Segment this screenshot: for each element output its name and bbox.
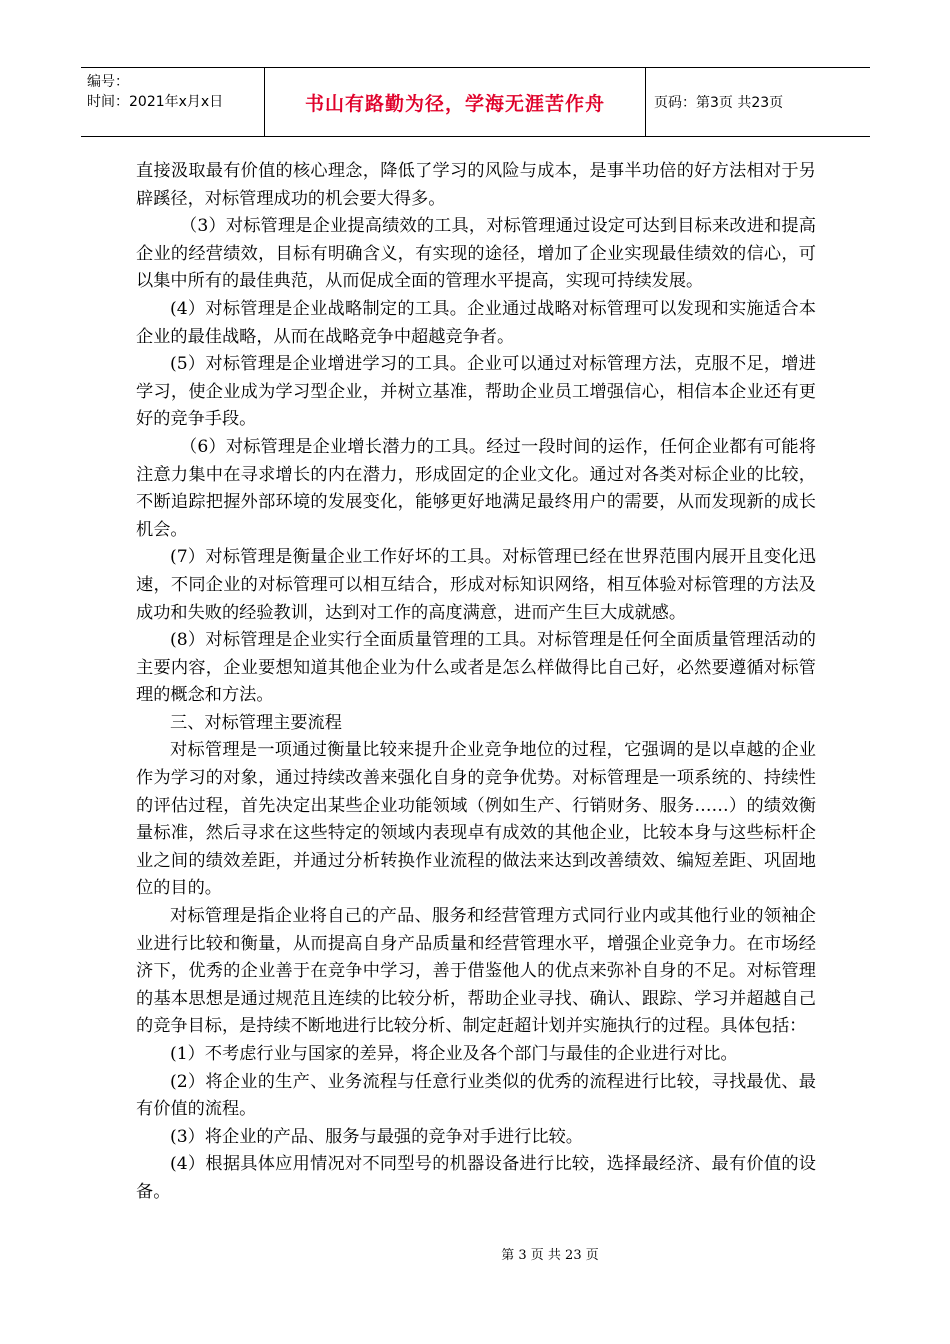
paragraph: 对标管理是一项通过衡量比较来提升企业竞争地位的过程，它强调的是以卓越的企业作为学习的对象，通过持续改善来强化自身的竞争优势。对标管理是一项系统的、持续性的评估过程，首先决定出某些企业功能领域（例如生产、行销财务、服务……）的绩效衡量标准，然后寻求在这些特定的领域内表现卓有成效的其他企业，比较本身与这些标杆企业之间的绩效差距，并通过分析转换作业流程的做法来达到改善绩效、编短差距、巩固地位的目的。	[136, 740, 816, 899]
header-motto: 书山有路勤为径，学海无涯苦作舟	[304, 92, 605, 115]
paragraph: （6）对标管理是企业增长潜力的工具。经过一段时间的运作，任何企业都有可能将注意力集中在寻求增长的内在潜力，形成固定的企业文化。通过对各类对标企业的比较，不断追踪把握外部环境的发展变化，能够更好地满足最终用户的需要，从而发现新的成长机会。	[136, 436, 816, 540]
paragraph: 对标管理是指企业将自己的产品、服务和经营管理方式同行业内或其他行业的领袖企业进行比较和衡量，从而提高自身产品质量和经营管理水平，增强企业竞争力。在市场经济下，优秀的企业善于在竞争中学习，善于借鉴他人的优点来弥补自身的不足。对标管理的基本思想是通过规范且连续的比较分析，帮助企业寻找、确认、跟踪、学习并超越自己的竞争目标，是持续不断地进行比较分析、制定赶超计划并实施执行的过程。具体包括：	[136, 906, 816, 1037]
paragraph: (8）对标管理是企业实行全面质量管理的工具。对标管理是任何全面质量管理活动的主要内容，企业要想知道其他企业为什么或者是怎么样做得比自己好，必然要遵循对标管理的概念和方法。	[136, 630, 816, 706]
list-item: (4）根据具体应用情况对不同型号的机器设备进行比较，选择最经济、最有价值的设备。	[136, 1154, 816, 1202]
header-page-info: 页码：第3页 共23页	[654, 95, 784, 111]
list-item: (2）将企业的生产、业务流程与任意行业类似的优秀的流程进行比较，寻找最优、最有价值的流程。	[136, 1071, 816, 1120]
paragraph: （3）对标管理是企业提高绩效的工具，对标管理通过设定可达到目标来改进和提高企业的经营绩效，目标有明确含义，有实现的途径，增加了企业实现最佳绩效的信心，可以集中所有的最佳典范，从而促成全面的管理水平提高，实现可持续发展。	[136, 216, 816, 292]
paragraph: 直接汲取最有价值的核心理念，降低了学习的风险与成本，是事半功倍的好方法相对于另辟蹊径，对标管理成功的机会要大得多。	[136, 161, 816, 209]
paragraph: (4）对标管理是企业战略制定的工具。企业通过战略对标管理可以发现和实施适合本企业的最佳战略，从而在战略竞争中超越竞争者。	[136, 298, 816, 347]
header-motto-cell	[265, 68, 646, 136]
header-meta	[81, 68, 265, 136]
document-number-label: 编号：	[87, 74, 129, 90]
section-heading: 三、对标管理主要流程	[170, 712, 342, 733]
paragraph: (7）对标管理是衡量企业工作好坏的工具。对标管理已经在世界范围内展开且变化迅速，不同企业的对标管理可以相互结合，形成对标知识网络，相互体验对标管理的方法及成功和失败的经验教训，达到对工作的高度满意，进而产生巨大成就感。	[136, 547, 816, 623]
list-item: (1）不考虑行业与国家的差异，将企业及各个部门与最佳的企业进行对比。	[170, 1044, 738, 1064]
page-header	[81, 67, 870, 137]
paragraph: (5）对标管理是企业增进学习的工具。企业可以通过对标管理方法，克服不足，增进学习，使企业成为学习型企业，并树立基准，帮助企业员工增强信心，相信本企业还有更好的竞争手段。	[136, 354, 816, 430]
page-footer: 第 3 页 共 23 页	[501, 1248, 599, 1263]
document-date: 时间：2021年x月x日	[87, 94, 224, 110]
list-item: (3）将企业的产品、服务与最强的竞争对手进行比较。	[170, 1126, 583, 1147]
document-body	[136, 158, 816, 1207]
